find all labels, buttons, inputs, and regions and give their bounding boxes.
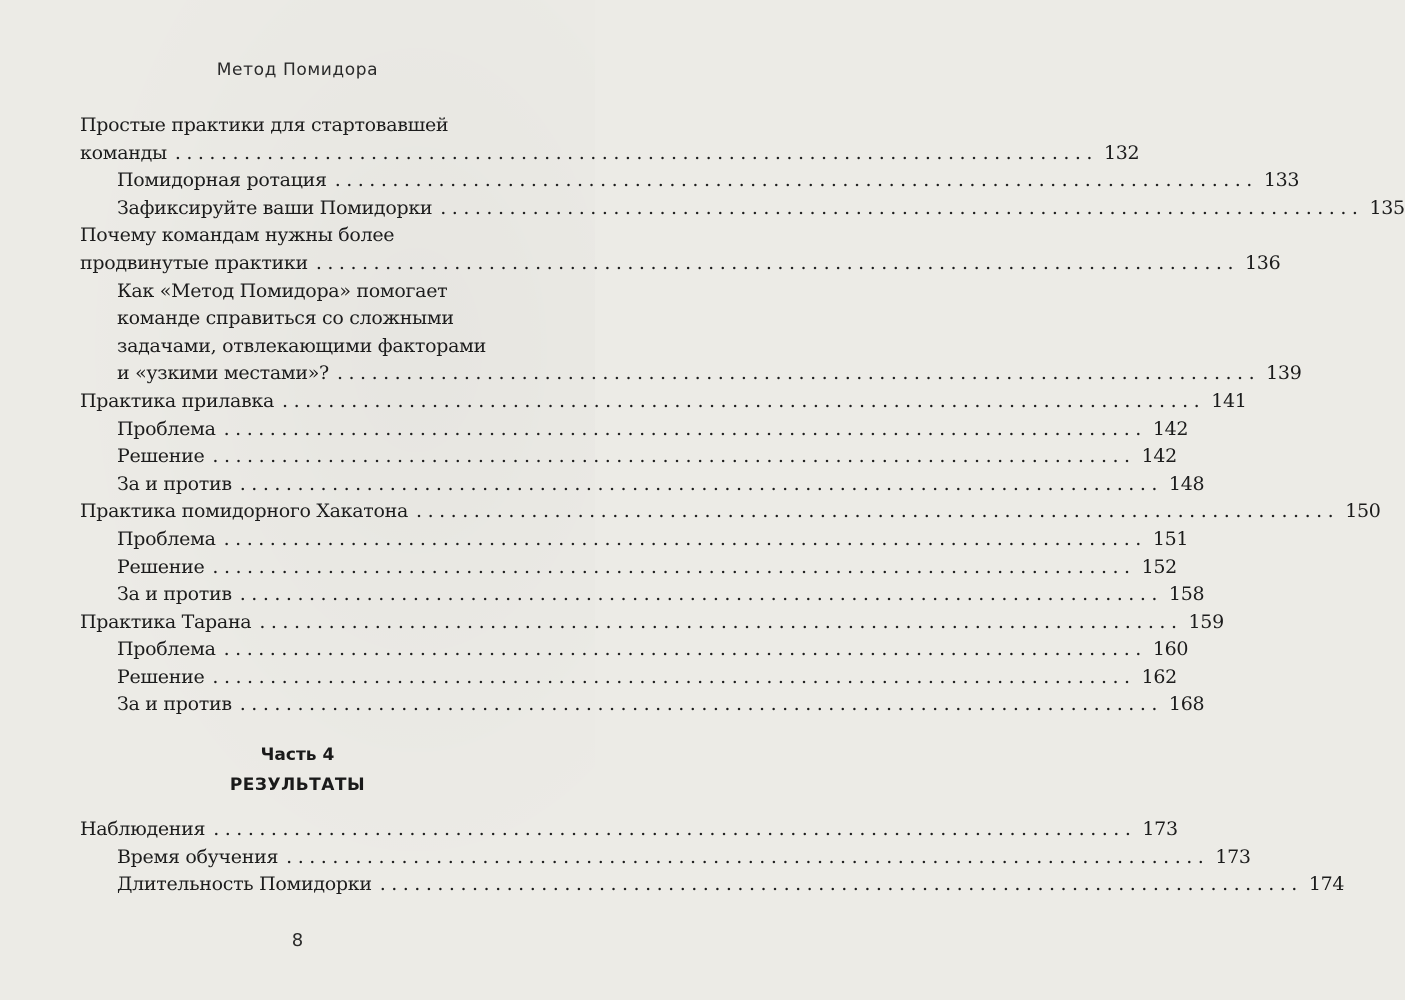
toc-entry-page-number: 159 <box>1188 610 1224 633</box>
toc-entry-page-number: 133 <box>1263 169 1300 192</box>
dot-leader: ................................................................................ <box>239 472 1163 495</box>
toc-entry-title: продвинутые практики <box>80 251 308 274</box>
toc-entry-title: Решение <box>117 445 205 468</box>
toc-entry-title: Помидорная ротация <box>117 169 327 192</box>
toc-entry <box>80 388 1247 416</box>
toc-entry-title: Практика прилавка <box>80 389 275 412</box>
toc-entry <box>80 844 1251 872</box>
toc-entry-page-number: 135 <box>1369 196 1405 219</box>
toc-entry-page-number: 152 <box>1141 555 1177 578</box>
dot-leader: ................................................................................ <box>440 196 1364 219</box>
toc-entry-page-number: 168 <box>1168 693 1205 716</box>
page-number: 8 <box>291 930 304 951</box>
dot-leader: ................................................................................ <box>239 583 1163 606</box>
toc-entry-page-number: 173 <box>1142 818 1178 840</box>
toc-entry-page-number: 132 <box>1103 141 1140 164</box>
toc-entry-title: За и против <box>117 693 232 716</box>
toc-entry <box>80 140 1140 168</box>
dot-leader: ................................................................................ <box>282 389 1206 412</box>
toc-heading-line: команде справиться со сложными <box>117 307 454 330</box>
table-of-contents <box>80 112 1405 719</box>
toc-entry-page-number: 150 <box>1345 500 1381 523</box>
toc-entry-title: Проблема <box>117 638 216 661</box>
toc-entry <box>80 471 1205 499</box>
toc-entry-title: Проблема <box>117 527 216 550</box>
toc-entry-page-number: 148 <box>1168 472 1205 495</box>
part-title: РЕЗУЛЬТАТЫ <box>229 775 366 795</box>
toc-entry <box>80 498 1381 526</box>
toc-entry <box>80 195 1405 223</box>
toc-entry <box>80 443 1177 471</box>
toc-entry-page-number: 141 <box>1211 389 1247 412</box>
toc-entry-title: Зафиксируйте ваши Помидорки <box>117 196 433 219</box>
toc-entry-title: Решение <box>117 555 205 578</box>
toc-heading-line: Как «Метод Помидора» помогает <box>117 279 448 302</box>
toc-entry <box>80 609 1224 637</box>
toc-entry-page-number: 160 <box>1152 638 1189 661</box>
toc-entry-title: Практика помидорного Хакатона <box>80 500 409 523</box>
dot-leader: ................................................................................ <box>212 665 1136 688</box>
toc-entry-title: команды <box>80 141 167 164</box>
toc-entry-title: Длительность Помидорки <box>117 873 372 896</box>
dot-leader: ................................................................................ <box>315 251 1239 274</box>
toc-entry-page-number: 158 <box>1168 583 1205 606</box>
toc-entry <box>80 664 1177 692</box>
toc-entry-title: и «узкими местами»? <box>117 362 329 385</box>
toc-entry <box>80 554 1177 582</box>
toc-entry <box>80 167 1300 195</box>
toc-entry-title: Проблема <box>117 417 216 440</box>
dot-leader: ................................................................................ <box>223 638 1147 661</box>
toc-entry-page-number: 151 <box>1152 527 1189 550</box>
toc-heading-line: Почему командам нужны более <box>80 224 395 247</box>
dot-leader: ................................................................................ <box>379 873 1303 896</box>
toc-entry-page-number: 162 <box>1141 665 1177 688</box>
dot-leader: ................................................................................ <box>223 527 1147 550</box>
toc-heading-line: задачами, отвлекающими факторами <box>117 334 486 357</box>
toc-entry-page-number: 139 <box>1266 362 1302 385</box>
toc-entry-title: Время обучения <box>117 845 279 868</box>
toc-entry-page-number: 174 <box>1308 873 1345 896</box>
toc-entry-page-number: 142 <box>1141 445 1177 468</box>
toc-entry <box>80 416 1189 444</box>
dot-leader: ................................................................................ <box>259 610 1183 633</box>
toc-entry <box>80 816 1178 844</box>
running-header: Метод Помидора <box>216 60 379 80</box>
dot-leader: ................................................................................ <box>213 818 1137 840</box>
toc-entry <box>80 526 1189 554</box>
toc-entry-page-number: 136 <box>1245 251 1281 274</box>
dot-leader: ................................................................................ <box>212 555 1136 578</box>
dot-leader: ................................................................................ <box>416 500 1340 523</box>
dot-leader: ................................................................................ <box>212 445 1136 468</box>
toc-entry-page-number: 142 <box>1152 417 1189 440</box>
dot-leader: ................................................................................ <box>239 693 1163 716</box>
toc-entry <box>80 581 1205 609</box>
dot-leader: ................................................................................ <box>174 141 1098 164</box>
toc-entry-page-number: 173 <box>1215 845 1251 868</box>
table-of-contents-part-4 <box>80 816 1345 899</box>
toc-entry-title: Практика Тарана <box>80 610 252 633</box>
toc-entry-title: Наблюдения <box>80 818 206 840</box>
toc-entry <box>80 250 1281 278</box>
dot-leader: ................................................................................ <box>334 169 1258 192</box>
toc-entry <box>80 636 1189 664</box>
toc-entry <box>80 360 1302 388</box>
toc-entry <box>80 691 1205 719</box>
dot-leader: ................................................................................ <box>223 417 1147 440</box>
dot-leader: ................................................................................ <box>336 362 1261 385</box>
toc-entry-title: За и против <box>117 472 232 495</box>
toc-entry-title: За и против <box>117 583 232 606</box>
toc-entry <box>80 871 1345 899</box>
part-label: Часть 4 <box>260 745 335 765</box>
toc-entry-title: Решение <box>117 665 205 688</box>
toc-heading-line: Простые практики для стартовавшей <box>80 114 449 136</box>
dot-leader: ................................................................................ <box>286 845 1210 868</box>
